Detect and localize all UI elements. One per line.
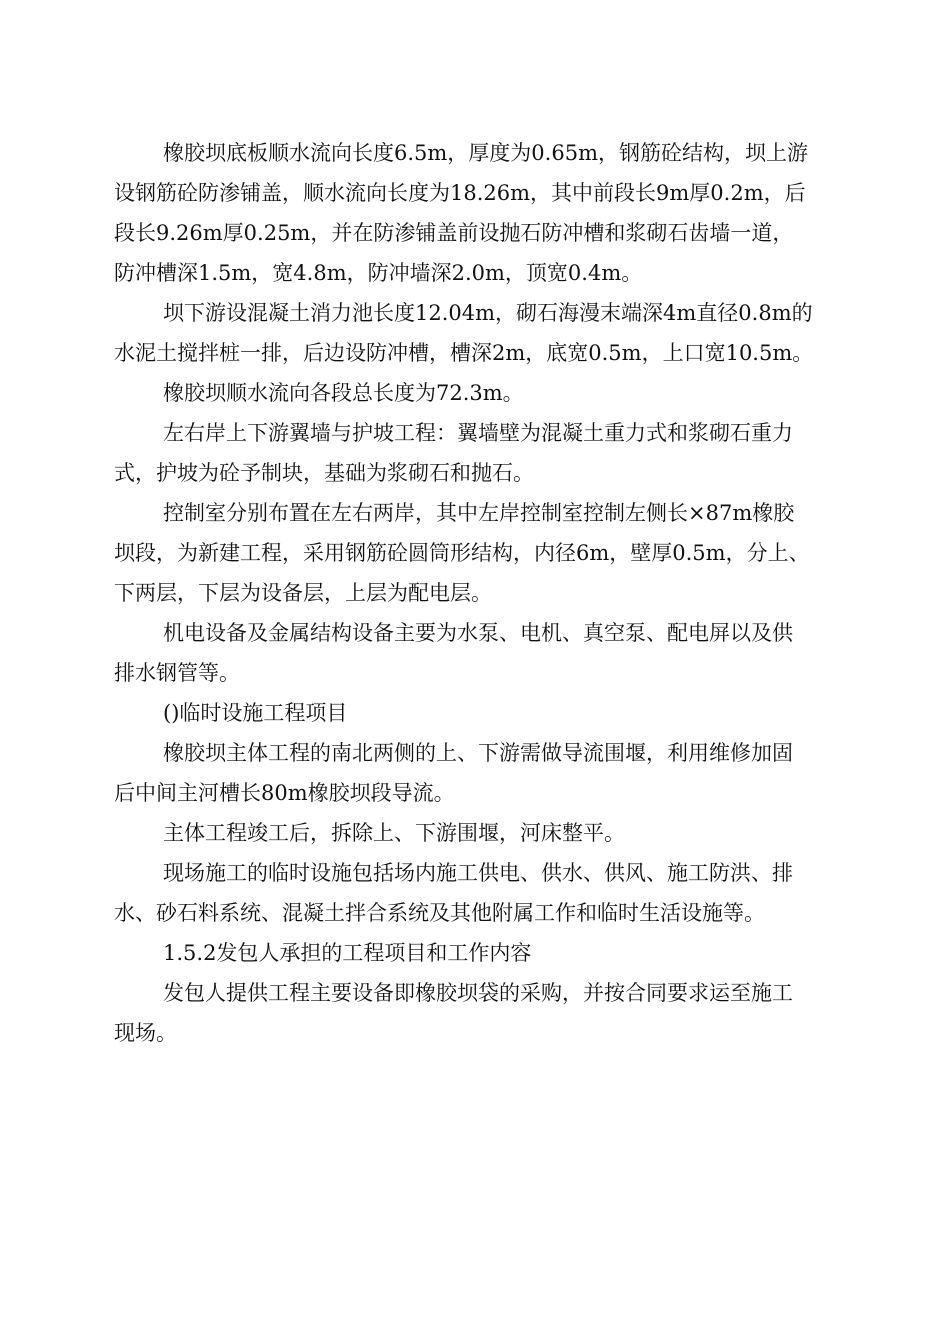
document-body: [114, 133, 854, 1053]
paragraph: [114, 933, 854, 973]
text-line: 橡胶坝主体工程的南北两侧的上、下游需做导流围堰，利用维修加固: [163, 741, 793, 765]
paragraph: [114, 733, 854, 813]
paragraph: [114, 693, 854, 733]
text-line: 下两层，下层为设备层，上层为配电层。: [114, 581, 492, 605]
paragraph: [114, 413, 854, 493]
text-line: 橡胶坝底板顺水流向长度6.5m，厚度为0.65m，钢筋砼结构，坝上游: [163, 141, 808, 165]
text-line: 发包人提供工程主要设备即橡胶坝袋的采购，并按合同要求运至施工: [163, 981, 793, 1005]
paragraph: [114, 293, 854, 373]
paragraph: [114, 853, 854, 933]
text-line: 机电设备及金属结构设备主要为水泵、电机、真空泵、配电屏以及供: [163, 621, 793, 645]
text-line: 控制室分别布置在左右两岸，其中左岸控制室控制左侧长×87m橡胶: [163, 501, 795, 525]
text-line: 1.5.2发包人承担的工程项目和工作内容: [163, 941, 532, 965]
paragraph: [114, 493, 854, 613]
text-line: 设钢筋砼防渗铺盖，顺水流向长度为18.26m，其中前段长9m厚0.2m，后: [114, 181, 806, 205]
text-line: 左右岸上下游翼墙与护坡工程：翼墙壁为混凝土重力式和浆砌石重力: [163, 421, 793, 445]
text-line: 坝段，为新建工程，采用钢筋砼圆筒形结构，内径6m，壁厚0.5m，分上、: [114, 541, 810, 565]
text-line: 现场施工的临时设施包括场内施工供电、供水、供风、施工防洪、排: [163, 861, 793, 885]
paragraph: [114, 813, 854, 853]
text-line: 式，护坡为砼予制块，基础为浆砌石和抛石。: [114, 461, 534, 485]
text-line: 后中间主河槽长80m橡胶坝段导流。: [114, 781, 455, 805]
paragraph: [114, 973, 854, 1053]
text-line: 水泥土搅拌桩一排，后边设防冲槽，槽深2m，底宽0.5m，上口宽10.5m。: [114, 341, 814, 365]
text-line: 主体工程竣工后，拆除上、下游围堰，河床整平。: [163, 821, 625, 845]
paragraph: [114, 613, 854, 693]
paragraph: [114, 373, 854, 413]
paragraph: [114, 133, 854, 293]
text-line: 橡胶坝顺水流向各段总长度为72.3m。: [163, 381, 524, 405]
text-line: 水、砂石料系统、混凝土拌合系统及其他附属工作和临时生活设施等。: [114, 901, 765, 925]
text-line: 现场。: [114, 1021, 177, 1045]
text-line: 防冲槽深1.5m，宽4.8m，防冲墙深2.0m，顶宽0.4m。: [114, 261, 643, 285]
text-line: 排水钢管等。: [114, 661, 240, 685]
text-line: 段长9.26m厚0.25m，并在防渗铺盖前设抛石防冲槽和浆砌石齿墙一道，: [114, 221, 794, 245]
text-line: 坝下游设混凝土消力池长度12.04m，砌石海漫末端深4m直径0.8m的: [163, 301, 813, 325]
text-line: ()临时设施工程项目: [163, 701, 348, 725]
